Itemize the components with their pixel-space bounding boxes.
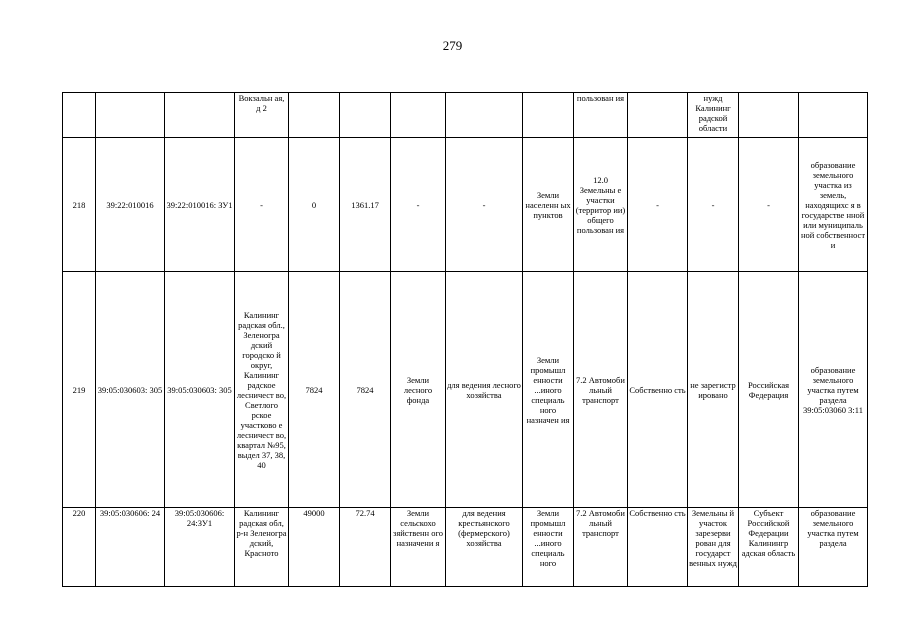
table-row bbox=[63, 138, 868, 272]
table-cell: Субъект Российской Федерации Калинингр адская область bbox=[739, 508, 799, 587]
table-cell: 39:05:030603: 305 bbox=[96, 272, 165, 508]
table-cell bbox=[96, 93, 165, 138]
table-cell: 12.0 Земельны е участки (территор ии) общего пользован ия bbox=[574, 138, 628, 272]
table-cell: нужд Калининг радской области bbox=[688, 93, 739, 138]
table-cell: Калининг радская обл, р-н Зеленогра дский, Красното bbox=[235, 508, 289, 587]
table-cell: 7.2 Автомоби льный транспорт bbox=[574, 272, 628, 508]
table-cell: Калининг радская обл., Зеленогра дский городско й округ, Калининг радское лесничест во, Светлого рское участково е лесничест во, квартал №95, выдел 37, 38, 40 bbox=[235, 272, 289, 508]
table-cell: Собственно сть bbox=[628, 508, 688, 587]
table-cell bbox=[446, 93, 523, 138]
table-cell: образование земельного участка путем раздела 39:05:03060 3:11 bbox=[799, 272, 868, 508]
table-cell: 0 bbox=[289, 138, 340, 272]
table-row bbox=[63, 93, 868, 138]
table-cell: - bbox=[235, 138, 289, 272]
table-cell: Российская Федерация bbox=[739, 272, 799, 508]
table-body bbox=[63, 93, 868, 587]
table-cell bbox=[739, 93, 799, 138]
table-cell: 7824 bbox=[289, 272, 340, 508]
table-cell: 39:05:030606: 24:ЗУ1 bbox=[165, 508, 235, 587]
table-cell: Земельны й участок зарезерви рован для государст венных нужд bbox=[688, 508, 739, 587]
table-cell: Земли лесного фонда bbox=[391, 272, 446, 508]
table-cell bbox=[165, 93, 235, 138]
table-cell: пользован ия bbox=[574, 93, 628, 138]
table-cell: 39:22:010016 bbox=[96, 138, 165, 272]
table-cell bbox=[523, 93, 574, 138]
table-cell bbox=[63, 93, 96, 138]
table-cell: Вокзальн ая, д 2 bbox=[235, 93, 289, 138]
table-cell: Земли промышл енности ...иного специаль ного bbox=[523, 508, 574, 587]
table-cell bbox=[799, 93, 868, 138]
table-cell: 218 bbox=[63, 138, 96, 272]
table-cell: - bbox=[688, 138, 739, 272]
table-cell: 39:05:030606: 24 bbox=[96, 508, 165, 587]
table-cell: 39:22:010016: ЗУ1 bbox=[165, 138, 235, 272]
page-number: 279 bbox=[442, 38, 463, 53]
table-cell: - bbox=[446, 138, 523, 272]
table-cell: 39:05:030603: 305 bbox=[165, 272, 235, 508]
table-cell: 72.74 bbox=[340, 508, 391, 587]
table-cell: 7.2 Автомоби льный транспорт bbox=[574, 508, 628, 587]
table-cell: 220 bbox=[63, 508, 96, 587]
table-cell: для ведения лесного хозяйства bbox=[446, 272, 523, 508]
table-cell: образование земельного участка из земель, находящихс я в государстве нной или муниципаль ной собственност и bbox=[799, 138, 868, 272]
table-cell: для ведения крестьянского (фермерского) хозяйства bbox=[446, 508, 523, 587]
table-cell: Земли промышл енности ...иного специаль ного назначен ия bbox=[523, 272, 574, 508]
table-row bbox=[63, 272, 868, 508]
table-cell: не зарегистр ировано bbox=[688, 272, 739, 508]
table-cell bbox=[391, 93, 446, 138]
table-cell: образование земельного участка путем раздела bbox=[799, 508, 868, 587]
table-cell bbox=[289, 93, 340, 138]
table-cell: - bbox=[628, 138, 688, 272]
table-cell: 7824 bbox=[340, 272, 391, 508]
table-cell bbox=[340, 93, 391, 138]
table-cell: Земли сельскохо зяйственн ого назначени я bbox=[391, 508, 446, 587]
table-cell: Собственно сть bbox=[628, 272, 688, 508]
table-cell: - bbox=[739, 138, 799, 272]
land-plots-table bbox=[62, 92, 868, 587]
table-cell: 219 bbox=[63, 272, 96, 508]
table-cell: Земли населенн ых пунктов bbox=[523, 138, 574, 272]
table-cell: - bbox=[391, 138, 446, 272]
table-row bbox=[63, 508, 868, 587]
table-cell: 49000 bbox=[289, 508, 340, 587]
table-cell bbox=[628, 93, 688, 138]
table-cell: 1361.17 bbox=[340, 138, 391, 272]
